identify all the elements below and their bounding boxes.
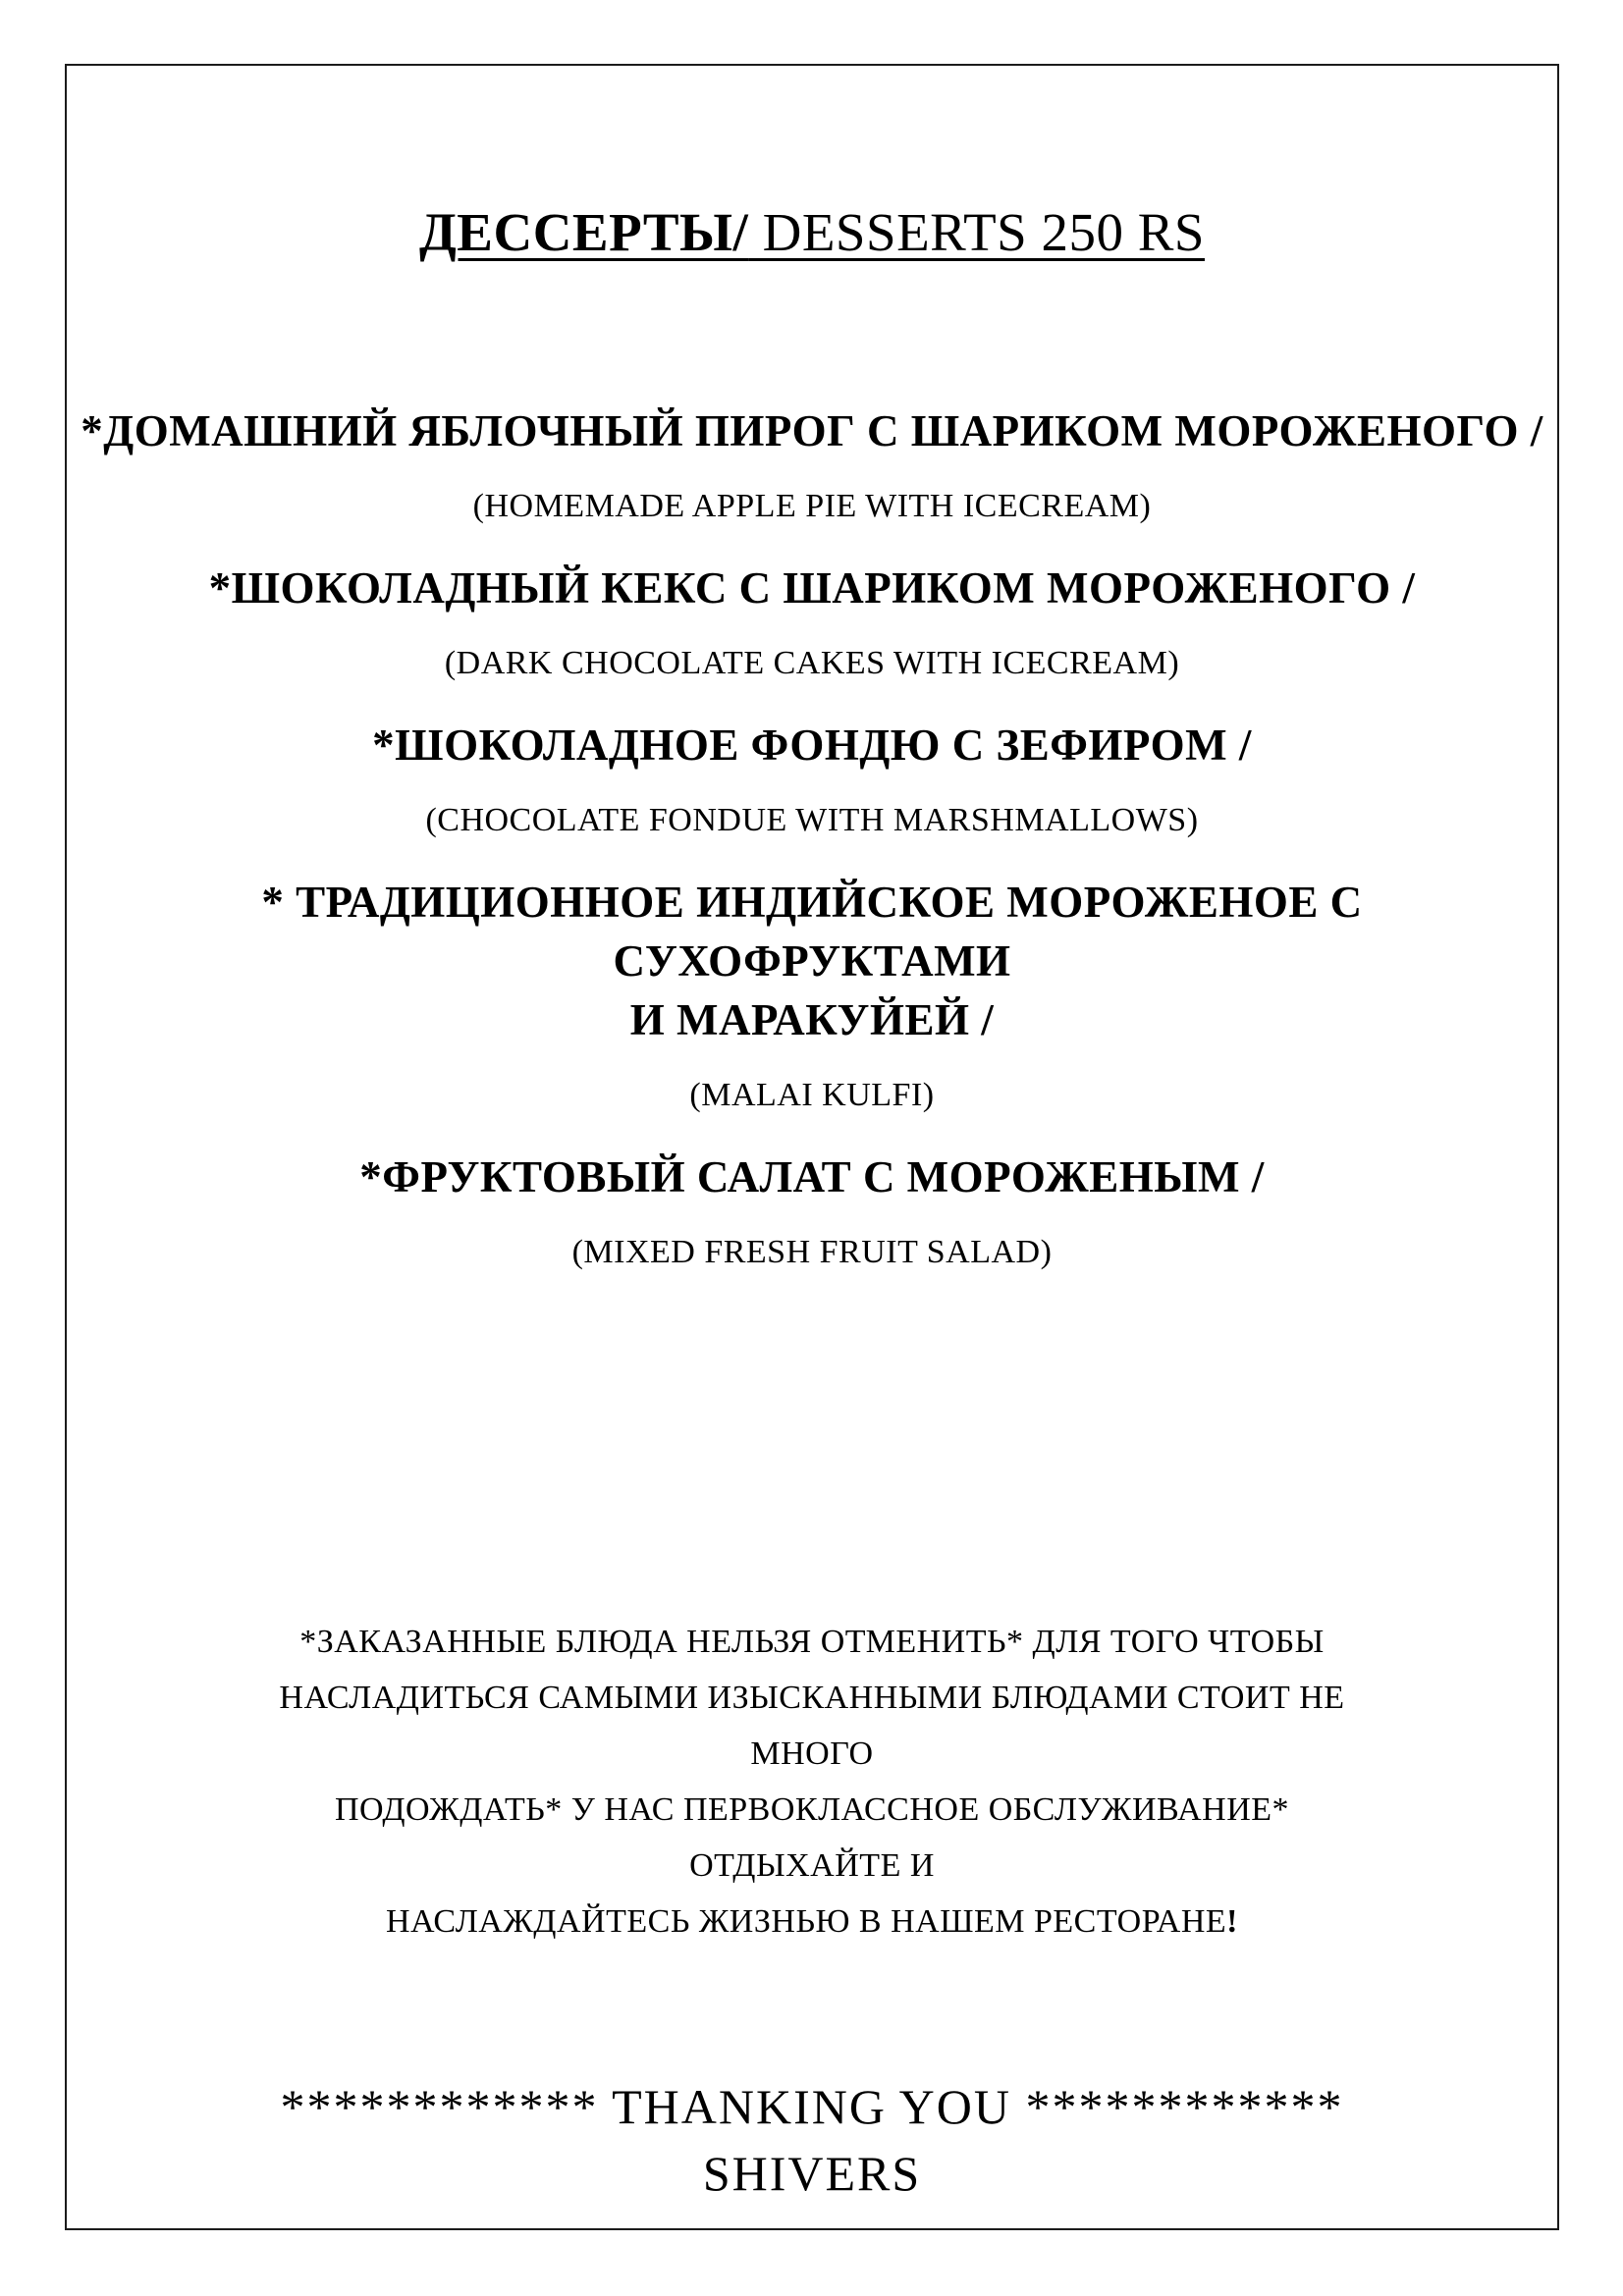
menu-item-name-russian: *ДОМАШНИЙ ЯБЛОЧНЫЙ ПИРОГ С ШАРИКОМ МОРОЖЕНОГО / [81, 406, 1543, 455]
page-title-russian: ДЕССЕРТЫ/ [418, 202, 749, 262]
page-title-english: DESSERTS 250 RS [748, 202, 1206, 262]
thanking-line: ************ THANKING YOU ************ [280, 2079, 1344, 2134]
menu-item [67, 1148, 1557, 1275]
menu-item-name-english: (CHOCOLATE FONDUE WITH MARSHMALLOWS) [425, 802, 1199, 838]
menu-item-name-russian: * ТРАДИЦИОННОЕ ИНДИЙСКОЕ МОРОЖЕНОЕ С СУХОФРУКТАМИ [261, 878, 1363, 986]
page-title [67, 201, 1557, 264]
menu-item-name-english: (HOMEMADE APPLE PIE WITH ICECREAM) [472, 488, 1152, 524]
menu-item-name-english: (MALAI KULFI) [689, 1077, 935, 1113]
menu-item-name-russian: *ФРУКТОВЫЙ САЛАТ С МОРОЖЕНЫМ / [359, 1152, 1265, 1201]
menu-item-name-english: (DARK CHOCOLATE CAKES WITH ICECREAM) [444, 645, 1180, 681]
closing-block [67, 2073, 1557, 2207]
service-notice-line: *ЗАКАЗАННЫЕ БЛЮДА НЕЛЬЗЯ ОТМЕНИТЬ* ДЛЯ ТОГО ЧТОБЫ [299, 1624, 1325, 1660]
dessert-list [67, 401, 1557, 1275]
menu-item-name-russian: *ШОКОЛАДНОЕ ФОНДЮ С ЗЕФИРОМ / [372, 721, 1252, 770]
menu-item [67, 716, 1557, 843]
menu-item-name-english: (MIXED FRESH FRUIT SALAD) [571, 1234, 1053, 1270]
menu-item-name-russian-line2: И МАРАКУЙЕЙ / [629, 995, 995, 1044]
service-notice-line: НАСЛАДИТЬСЯ САМЫМИ ИЗЫСКАННЫМИ БЛЮДАМИ СТОИТ НЕ МНОГО [279, 1680, 1345, 1772]
service-notice [272, 1614, 1352, 1949]
service-notice-line: НАСЛАЖДАЙТЕСЬ ЖИЗНЬЮ В НАШЕМ РЕСТОРАНЕ! [385, 1903, 1238, 1940]
notice-exclamation: ! [1226, 1903, 1238, 1940]
restaurant-name: SHIVERS [702, 2146, 922, 2201]
menu-item [67, 873, 1557, 1118]
service-notice-line: ПОДОЖДАТЬ* У НАС ПЕРВОКЛАССНОЕ ОБСЛУЖИВАНИЕ* ОТДЫХАЙТЕ И [334, 1791, 1290, 1884]
menu-item [67, 401, 1557, 529]
menu-item-name-russian: *ШОКОЛАДНЫЙ КЕКС С ШАРИКОМ МОРОЖЕНОГО / [208, 563, 1416, 613]
page-border [65, 64, 1559, 2230]
menu-item [67, 559, 1557, 686]
